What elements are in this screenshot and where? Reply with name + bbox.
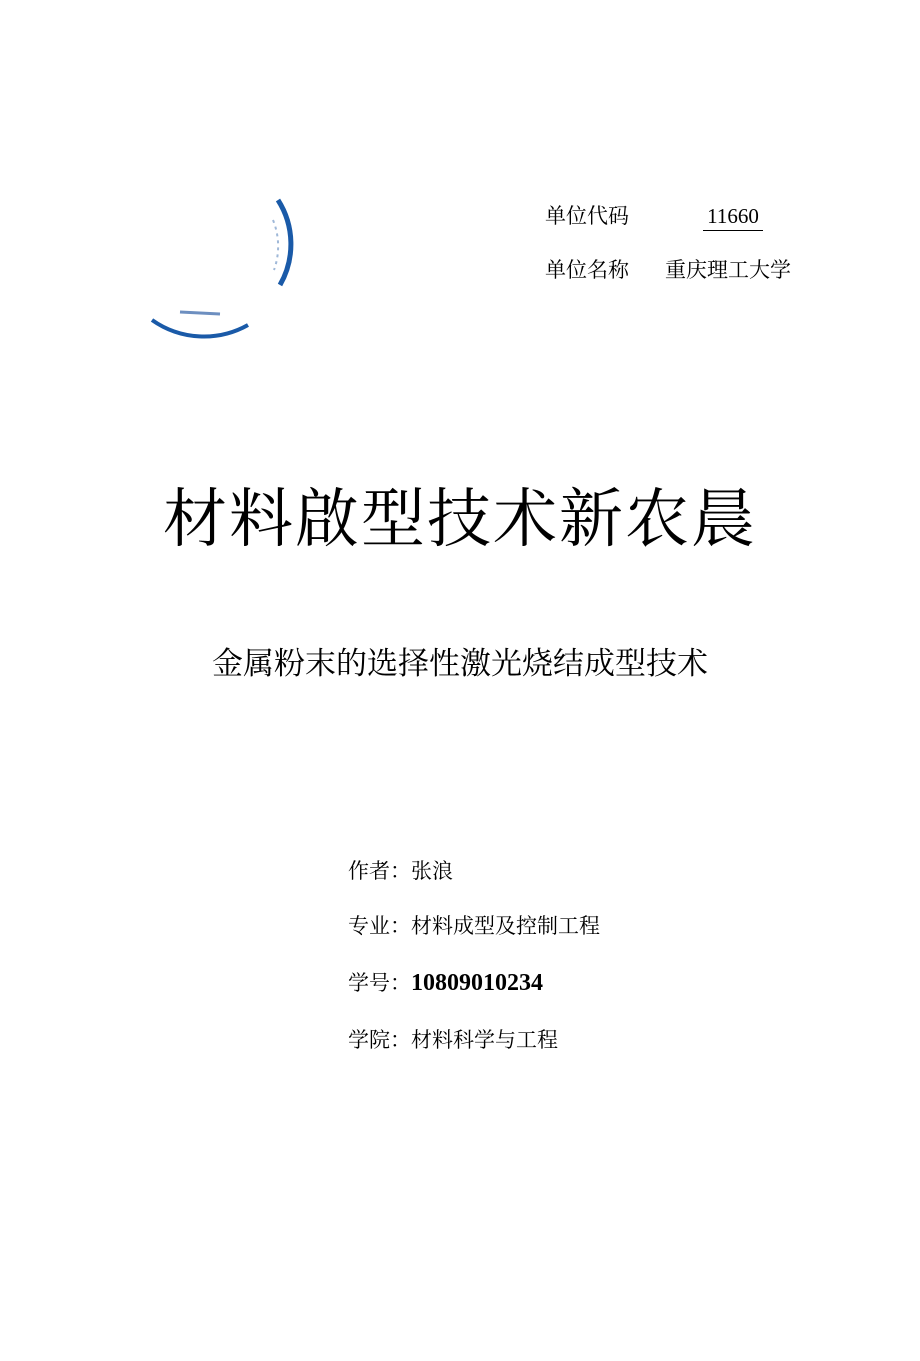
student-id-value: 10809010234	[411, 970, 543, 996]
college-label: 学院：	[348, 1028, 411, 1052]
student-id-label: 学号：	[348, 971, 411, 995]
sub-title: 金属粉末的选择性激光烧结成型技术	[212, 646, 708, 682]
author-label: 作者：	[348, 859, 411, 883]
unit-code-value: 11660	[703, 204, 763, 231]
unit-name-label: 单位名称	[545, 258, 629, 282]
major-label: 专业：	[348, 914, 411, 938]
university-seal-icon	[130, 160, 295, 340]
main-title: 材料啟型技术新农晨	[163, 483, 757, 557]
unit-name-row	[545, 254, 791, 284]
major-value: 材料成型及控制工程	[411, 914, 600, 938]
student-id-row	[348, 967, 543, 997]
unit-name-value: 重庆理工大学	[665, 258, 791, 282]
college-value: 材料科学与工程	[411, 1028, 558, 1052]
unit-code-row	[545, 200, 763, 231]
unit-code-label: 单位代码	[545, 204, 629, 228]
author-row	[348, 855, 453, 885]
major-row	[348, 910, 600, 940]
college-row	[348, 1024, 558, 1054]
author-value: 张浪	[411, 859, 453, 883]
